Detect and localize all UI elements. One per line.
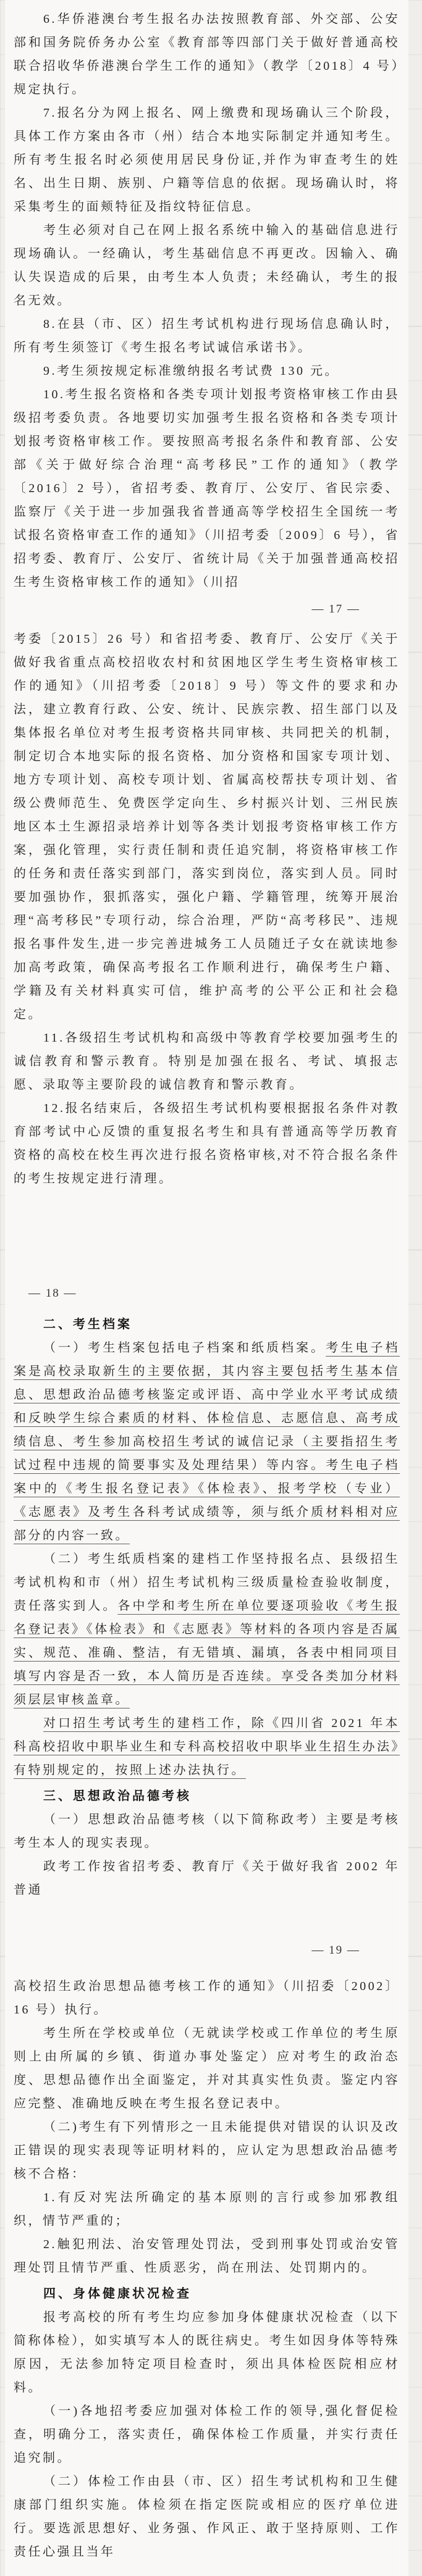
text-run: 7.报名分为网上报名、网上缴费和现场确认三个阶段，具体工作方案由各市（州）结合本地实际制定并通知考生。所有考生报名时必须使用居民身份证,并作为审查考生的姓名、出生日期、族别、户籍等信息的依据。现场确认时，将采集考生的面颊特征及指纹特征信息。 [14, 106, 400, 214]
scanned-document-page [5, 0, 408, 2576]
document-body [14, 7, 400, 2564]
text-run: 1.有反对宪法所确定的基本原则的言行或参加邪教组织，情节严重的； [14, 2191, 400, 2228]
paragraph [14, 2022, 400, 2115]
text-run: 9.考生须按规定标准缴纳报名考试费 130 元。 [43, 364, 339, 378]
text-run: （二)考生有下列情形之一且未能提供对错误的认识及改正错误的现实表现等证明材料的，应认定为思想政治品德考核不合格： [14, 2120, 400, 2181]
text-run: （一）思想政治品德考核（以下简称政考）主要是考核考生本人的现实表现。 [14, 1813, 400, 1850]
text-run: （二）考生纸质档案的建档工作坚持报名点、县级招生考试机构和市（州）招生考试机构三级质量检查验收制度，责任落实到人。 [14, 1552, 400, 1613]
text-run: 考委〔2015〕26 号）和省招考委、教育厅、公安厅《关于做好我省重点高校招收农村和贫困地区学生考生资格审核工作的通知》（川招考委〔2018〕9 号）等文件的要求和办法，建立教育行政、公安、统计、民族宗教、招生部门以及集体报名单位对考生报考资格共同审核、共同把关的机制，制定切合本地实际的报名资格、加分资格和国家专项计划、地方专项计划、高校专项计划、省属高校帮扶专项计划、省级公费师范生、免费医学定向生、乡村振兴计划、三州民族地区本土生源招录培养计划等各类计划报考资格审核工作方案，强化管理，实行责任制和责任追究制，将资格审核工作的任务和责任落实到部门，落实到岗位，落实到人员。同时要加强协作，狠抓落实，强化户籍、学籍管理，统筹开展治理“高考移民”专项行动，综合治理，严防“高考移民”、违规报名事件发生,进一步完善进城务工人员随迁子女在就读地参加高考政策，确保高考报名工作顺利进行，确保考生户籍、学籍及有关材料真实可信，维护高考的公平公正和社会稳定。 [14, 632, 400, 1021]
text-run: 2.触犯刑法、治安管理处罚法，受到刑事处罚或治安管理处罚且情节严重、性质恶劣，尚在刑法、处罚期内的。 [14, 2238, 400, 2275]
text-run: 考生所在学校或单位（无就读学校或工作单位的考生原则上由所属的乡镇、街道办事处鉴定）应对考生的政治态度、思想品德作出全面鉴定，并对其真实性负责。鉴定内容应完整、准确地反映在考生报名登记表中。 [14, 2026, 400, 2110]
text-run: 高校招生政治思想品德考核工作的通知》（川招委〔2002〕16 号）执行。 [14, 1980, 400, 2017]
paragraph [14, 383, 400, 594]
paragraph [14, 1547, 400, 1712]
text-run: 11.各级招生考试机构和高级中等教育学校要加强考生的诚信教育和警示教育。特别是加强在报名、考试、填报志愿、录取等主要阶段的诚信教育和警示教育。 [14, 1031, 400, 1092]
text-run: （二）体检工作由县（市、区）招生考试机构和卫生健康部门组织实施。体检须在指定医院或相应的医疗单位进行。要选派思想好、业务强、作风正、敢于坚持原则、工作责任心强且当年 [14, 2475, 400, 2559]
paragraph [14, 359, 400, 383]
section-heading: 二、考生档案 [43, 1318, 132, 1331]
page-footer: — 18 — [28, 1287, 77, 1300]
paragraph [14, 2306, 400, 2399]
underlined-text: 各中学和考生所在单位要逐项验收《考生报名登记表》《体检表》和《志愿表》等材料的各项内容是否属实、规范、准确、整洁，有无错填、漏填，各表中相同项目填写内容是否一致，本人简历是否连续。享受各类加分材料须层层审核盖章。 [14, 1599, 400, 1707]
text-run: （一）考生档案包括电子档案和纸质档案。 [43, 1341, 326, 1355]
text-run: （一)各地招考委应加强对体检工作的领导,强化督促检查，明确分工，落实责任，确保体检工作质量，并实行责任追究制。 [14, 2404, 400, 2465]
page-footer: — 17 — [311, 603, 360, 616]
paragraph [14, 2115, 400, 2186]
paragraph [14, 2399, 400, 2470]
paragraph [14, 312, 400, 359]
text-run: 10.考生报名资格和各类专项计划报考资格审核工作由县级招考委负责。各地要切实加强考生报名资格和各类专项计划报考资格审核工作。要按照高考报名条件和教育部、公安部《关于做好综合治理“高考移民”工作的通知》（教学〔2016〕2 号），省招考委、教育厅、公安厅、省民宗委、监察厅《关于进一步加强我省普通高等学校招生全国统一考试报名资格审查工作的通知》（川招考委〔2009〕6 号），省招考委、教育厅、公安厅、省统计局《关于加强普通高校招生考生资格审核工作的通知》（川招 [14, 388, 400, 589]
paragraph [14, 219, 400, 312]
paragraph [14, 101, 400, 219]
section-heading: 三、思想政治品德考核 [43, 1789, 192, 1803]
page-footer: — 19 — [311, 1944, 360, 1957]
paragraph [14, 1808, 400, 1855]
underlined-text: 对口招生考试考生的建档工作，除《四川省 2021 年本科高校招收中职毕业生和专科高校招收中职毕业生招生办法》有特别规定的，按照上述办法执行。 [14, 1717, 400, 1777]
paragraph [14, 2470, 400, 2564]
text-run: 政考工作按省招考委、教育厅《关于做好我省 2002 年普通 [14, 1860, 400, 1897]
paragraph [14, 1712, 400, 1782]
paragraph [14, 1975, 400, 2022]
paragraph [14, 7, 400, 101]
text-run: 12.报名结束后，各级招生考试机构要根据报名条件对教育部考试中心反馈的重复报名考生和具有普通高等学历教育资格的高校在校生再次进行报名资格审核,对不符合报名条件的考生按规定进行清理。 [14, 1102, 400, 1186]
paragraph [14, 627, 400, 1026]
text-run: 考生必须对自己在网上报名系统中输入的基础信息进行现场确认。一经确认，考生基础信息不再更改。因输入、确认失误造成的后果，由考生本人负责；未经确认，考生的报名无效。 [14, 224, 400, 307]
text-run: 8.在县（市、区）招生考试机构进行现场信息确认时，所有考生须签订《考生报名考试诚信承诺书》。 [14, 317, 400, 354]
paragraph [14, 1855, 400, 1902]
underlined-text: 考生电子档案是高校录取新生的主要依据，其内容主要包括考生基本信息、思想政治品德考核鉴定或评语、高中学业水平考试成绩和反映学生综合素质的材料、体检信息、志愿信息、高考成绩信息、考生参加高校招生考试的诚信记录（主要指招生考试过程中违规的简要事实及处理结果）等内容。考生电子档案中的《考生报名登记表》《体检表》、报考学校（专业）《志愿表》及考生各科考试成绩等，须与纸介质材料相对应部分的内容一致。 [14, 1341, 400, 1542]
text-run: 6.华侨港澳台考生报名办法按照教育部、外交部、公安部和国务院侨务办公室《教育部等四部门关于做好普通高校联合招收华侨港澳台学生工作的通知》（教学〔2018〕4 号）规定执行。 [14, 12, 400, 96]
paragraph [14, 1097, 400, 1190]
paragraph [14, 1026, 400, 1097]
paragraph [14, 1336, 400, 1547]
section-heading: 四、身体健康状况检查 [43, 2287, 192, 2301]
paragraph [14, 2186, 400, 2233]
paragraph [14, 2233, 400, 2280]
text-run: 报考高校的所有考生均应参加身体健康状况检查（以下简称体检），如实填写本人的既往病史。考生如因身体等特殊原因，无法参加特定项目检查时，须出具体检医院相应材料。 [14, 2310, 400, 2394]
